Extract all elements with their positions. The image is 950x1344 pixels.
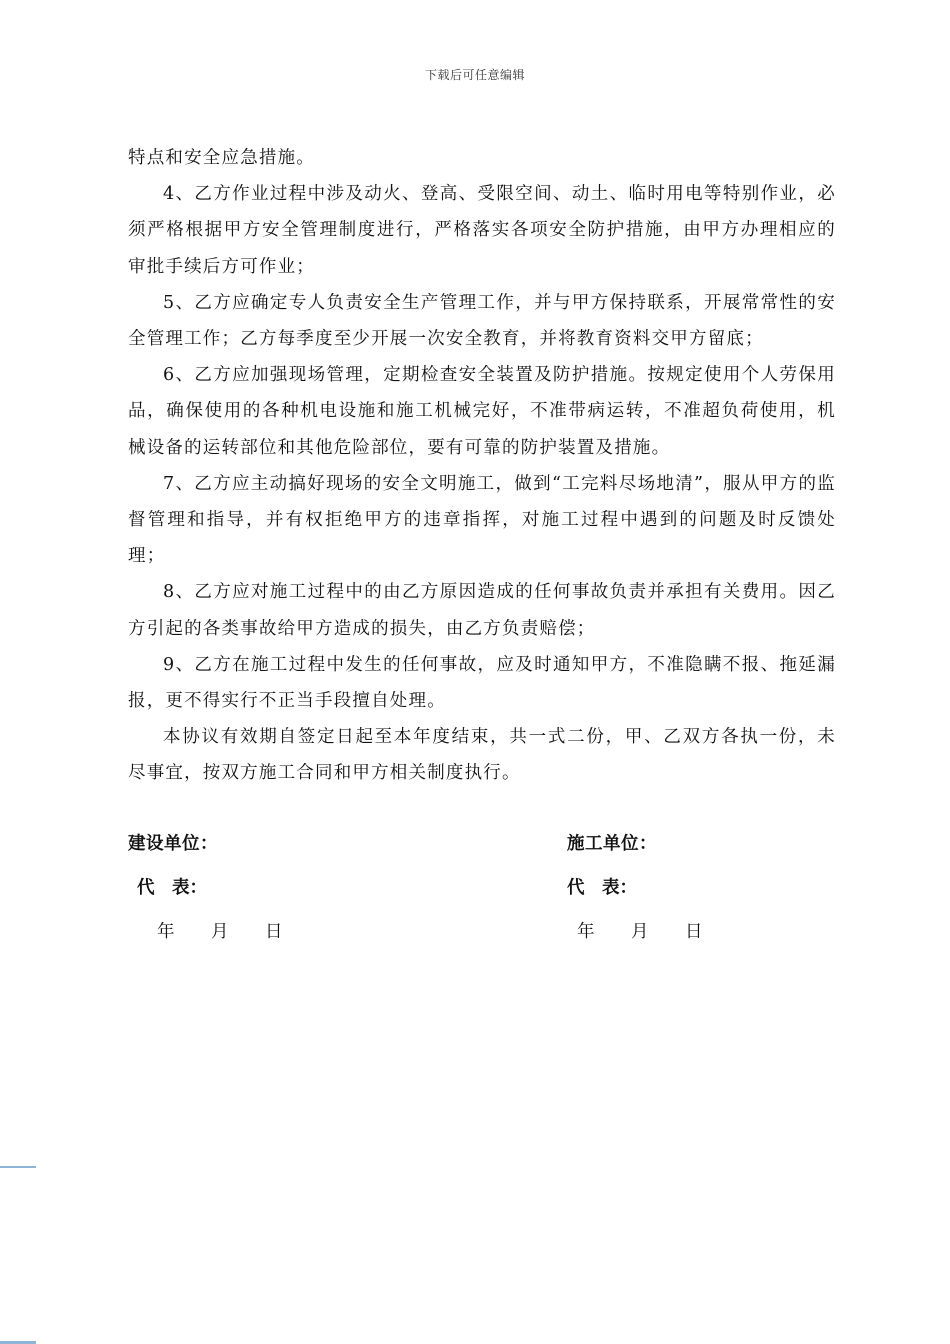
paragraph-clause-5: 5、乙方应确定专人负责安全生产管理工作，并与甲方保持联系，开展常常性的安全管理工作；乙方每季度至少开展一次安全教育，并将教育资料交甲方留底； <box>128 292 836 350</box>
paragraph-clause-9: 9、乙方在施工过程中发生的任何事故，应及时通知甲方，不准隐瞒不报、拖延漏报，更不得实行不正当手段擅自处理。 <box>128 654 836 712</box>
document-body <box>128 140 836 792</box>
paragraph-validity: 本协议有效期自签定日起至本年度结束，共一式二份，甲、乙双方各执一份，未尽事宜，按双方施工合同和甲方相关制度执行。 <box>128 727 836 784</box>
paragraph-continuation: 特点和安全应急措施。 <box>128 148 315 168</box>
construction-unit-label: 建设单位： <box>128 834 218 854</box>
page-edge-marker <box>0 1166 36 1168</box>
contractor-representative-label: 代 表： <box>567 878 637 898</box>
header-note: 下载后可任意编辑 <box>424 68 525 82</box>
contractor-unit-label: 施工单位： <box>567 834 657 854</box>
construction-representative-label: 代 表： <box>137 878 207 898</box>
paragraph-clause-8: 8、乙方应对施工过程中的由乙方原因造成的任何事故负责并承担有关费用。因乙方引起的各类事故给甲方造成的损失，由乙方负责赔偿； <box>128 582 836 639</box>
construction-date-label: 年 月 日 <box>157 922 283 942</box>
paragraph-clause-4: 4、乙方作业过程中涉及动火、登高、受限空间、动土、临时用电等特别作业，必须严格根据甲方安全管理制度进行，严格落实各项安全防护措施，由甲方办理相应的审批手续后方可作业； <box>128 184 836 277</box>
paragraph-clause-6: 6、乙方应加强现场管理，定期检查安全装置及防护措施。按规定使用个人劳保用品，确保使用的各种机电设施和施工机械完好，不准带病运转，不准超负荷使用，机械设备的运转部位和其他危险部位，要有可靠的防护装置及措施。 <box>128 365 836 458</box>
paragraph-clause-7: 7、乙方应主动搞好现场的安全文明施工，做到“工完料尽场地清”，服从甲方的监督管理和指导，并有权拒绝甲方的违章指挥，对施工过程中遇到的问题及时反馈处理； <box>128 473 836 567</box>
contractor-date-label: 年 月 日 <box>577 922 703 942</box>
